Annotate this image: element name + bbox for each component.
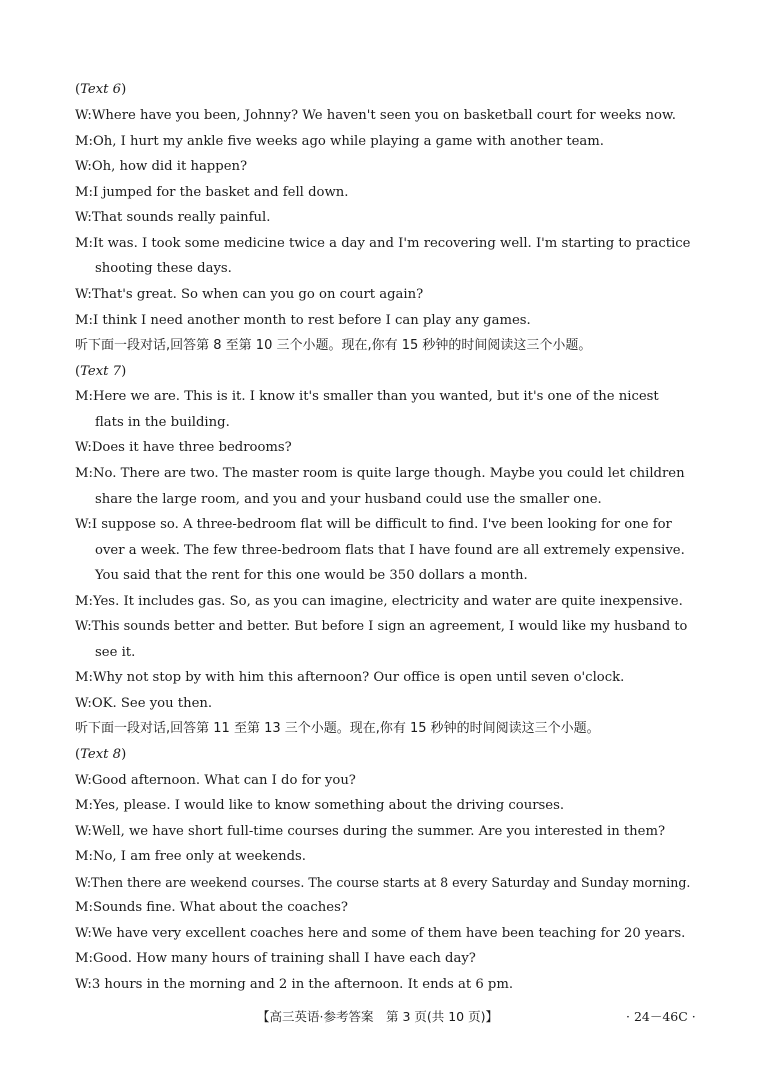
instruction-line: 听下面一段对话,回答第 8 至第 10 三个小题。现在,你有 15 秒钟的时间阅读这三个小题。 xyxy=(75,338,592,353)
dialogue-line: W:I suppose so. A three-bedroom flat will be difficult to find. I've been looking for one for xyxy=(75,517,672,532)
dialogue-line: W:OK. See you then. xyxy=(75,696,213,711)
dialogue-line: W:Does it have three bedrooms? xyxy=(75,440,292,455)
dialogue-line: M:Why not stop by with him this afternoon? Our office is open until seven o'clock. xyxy=(75,670,625,685)
dialogue-line-continuation: flats in the building. xyxy=(95,415,230,430)
dialogue-line: M:Here we are. This is it. I know it's smaller than you wanted, but it's one of the nicest xyxy=(75,389,659,404)
dialogue-line-continuation: see it. xyxy=(95,645,136,660)
dialogue-line: W:That's great. So when can you go on court again? xyxy=(75,287,424,302)
dialogue-line: M:Oh, I hurt my ankle five weeks ago while playing a game with another team. xyxy=(75,134,604,149)
dialogue-line: M:Yes. It includes gas. So, as you can imagine, electricity and water are quite inexpensive. xyxy=(75,594,683,609)
dialogue-line: W:Where have you been, Johnny? We haven't seen you on basketball court for weeks now. xyxy=(75,108,676,123)
dialogue-line: M:Sounds fine. What about the coaches? xyxy=(75,900,348,915)
section-heading-text6: (Text 6) xyxy=(75,82,127,97)
dialogue-line: M:I think I need another month to rest before I can play any games. xyxy=(75,313,531,328)
dialogue-line: M:Yes, please. I would like to know something about the driving courses. xyxy=(75,798,565,813)
dialogue-line: M:No, I am free only at weekends. xyxy=(75,849,306,864)
dialogue-line: W:3 hours in the morning and 2 in the afternoon. It ends at 6 pm. xyxy=(75,977,514,992)
dialogue-line: W:Good afternoon. What can I do for you? xyxy=(75,773,356,788)
dialogue-line: M:No. There are two. The master room is quite large though. Maybe you could let children xyxy=(75,466,685,481)
dialogue-line: W:That sounds really painful. xyxy=(75,210,271,225)
dialogue-line: M:I jumped for the basket and fell down. xyxy=(75,185,349,200)
dialogue-line: W:We have very excellent coaches here and some of them have been teaching for 20 years. xyxy=(75,926,686,941)
section-heading-text7: (Text 7) xyxy=(75,364,127,379)
dialogue-line: W:Well, we have short full-time courses during the summer. Are you interested in them? xyxy=(75,824,666,839)
dialogue-line-continuation: You said that the rent for this one would be 350 dollars a month. xyxy=(95,568,528,583)
dialogue-line: M:Good. How many hours of training shall I have each day? xyxy=(75,951,476,966)
instruction-line: 听下面一段对话,回答第 11 至第 13 三个小题。现在,你有 15 秒钟的时间阅读这三个小题。 xyxy=(75,721,600,736)
dialogue-line-continuation: shooting these days. xyxy=(95,261,232,276)
dialogue-line: W:Then there are weekend courses. The course starts at 8 every Saturday and Sunday morning. xyxy=(75,875,691,890)
dialogue-line: W:This sounds better and better. But before I sign an agreement, I would like my husband to xyxy=(75,619,688,634)
document-code: · 24－46C · xyxy=(626,1009,696,1024)
dialogue-line: W:Oh, how did it happen? xyxy=(75,159,248,174)
dialogue-line-continuation: share the large room, and you and your husband could use the smaller one. xyxy=(95,492,602,507)
dialogue-line: M:It was. I took some medicine twice a day and I'm recovering well. I'm starting to practice xyxy=(75,236,691,251)
dialogue-line-continuation: over a week. The few three-bedroom flats that I have found are all extremely expensive. xyxy=(95,543,685,558)
page-footer: 【高三英语·参考答案 第 3 页(共 10 页)】 xyxy=(257,1009,498,1024)
section-heading-text8: (Text 8) xyxy=(75,747,127,762)
